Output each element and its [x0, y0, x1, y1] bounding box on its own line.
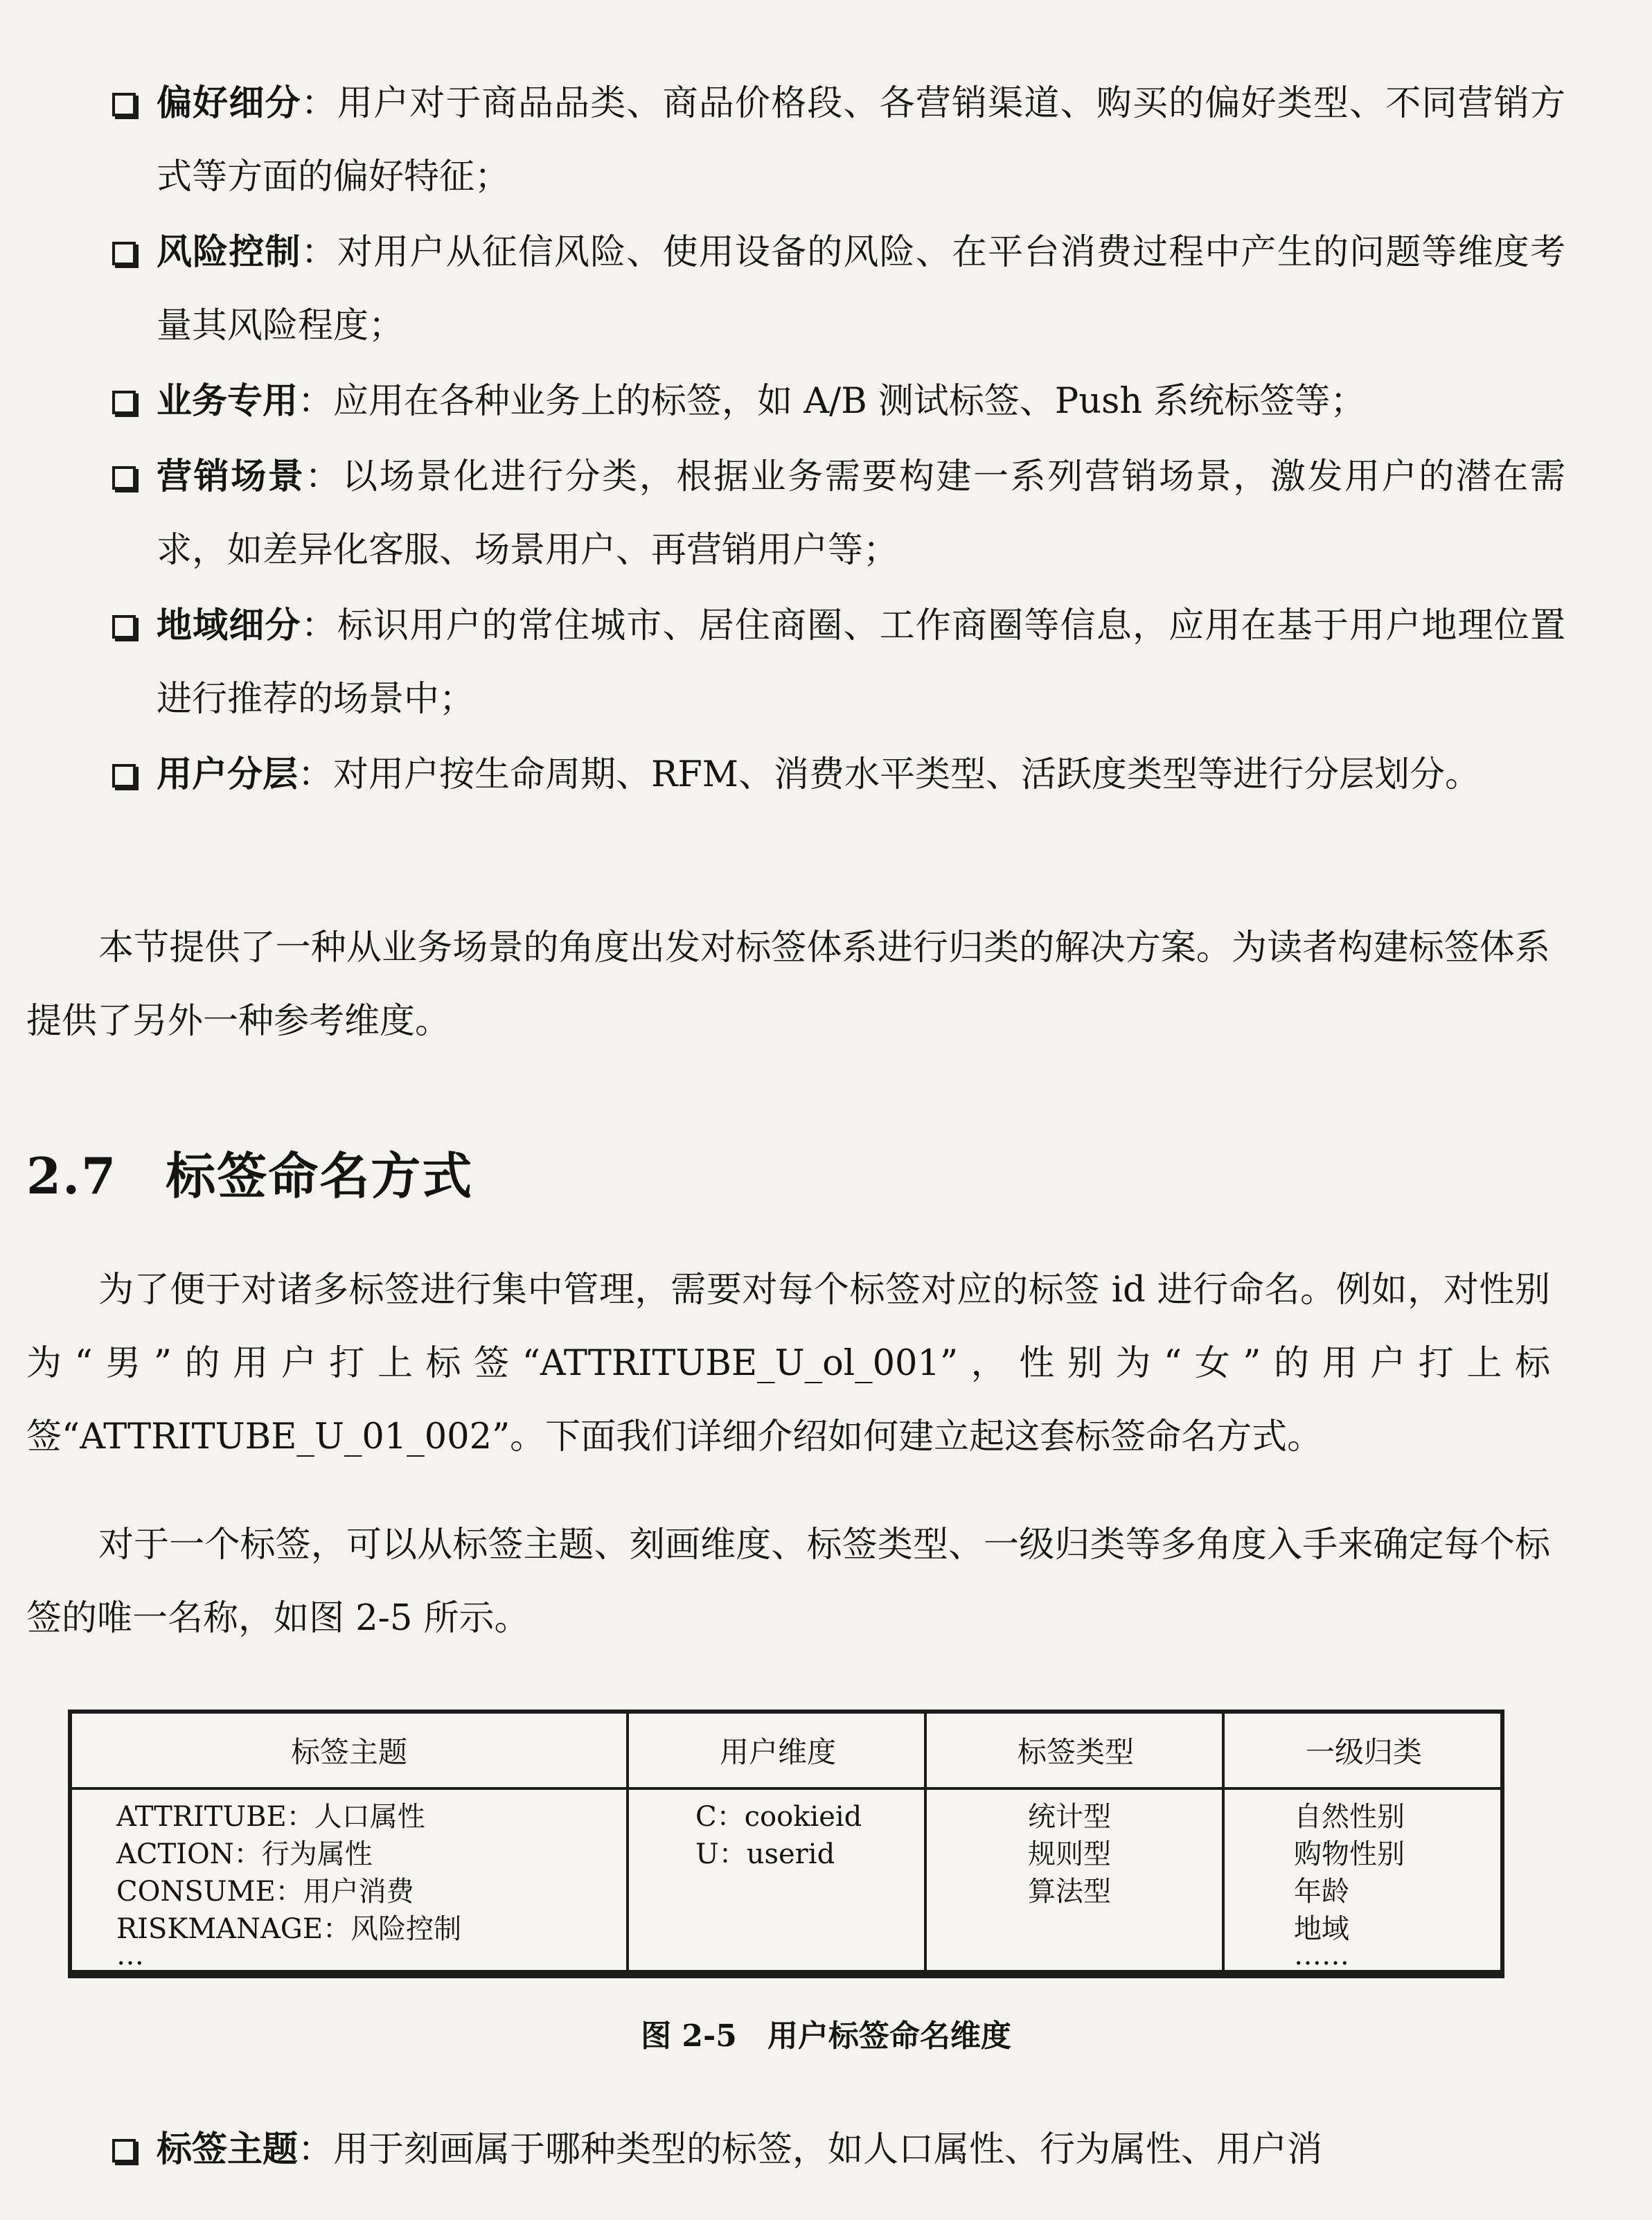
- section-number: 2.7: [26, 1146, 118, 1205]
- bullet-item: 业务专用：应用在各种业务上的标签，如 A/B 测试标签、Push 系统标签等；: [97, 364, 1565, 438]
- figure-item: 统计型: [1028, 1801, 1111, 1833]
- bullet-item: 营销场景：以场景化进行分类，根据业务需要构建一系列营销场景，激发用户的潜在需求，如差异化客服、场景用户、再营销用户等；: [97, 440, 1565, 587]
- figure-item: …: [116, 1939, 144, 1971]
- figure-item: U：userid: [695, 1838, 835, 1870]
- figure-item: CONSUME：用户消费: [116, 1876, 414, 1908]
- naming-dimensions-figure: [68, 1710, 1504, 1974]
- figure-header: 一级归类: [1225, 1714, 1503, 1790]
- figure-item: 算法型: [1028, 1876, 1111, 1908]
- section-title: 标签命名方式: [166, 1146, 474, 1205]
- figure-item: C：cookieid: [695, 1801, 862, 1833]
- figure-column-user: [626, 1714, 927, 1970]
- naming-paragraph: 为了便于对诸多标签进行集中管理，需要对每个标签对应的标签 id 进行命名。例如，对性别为“男”的用户打上标签“ATTRITUBE_U_ol_001”，性别为“女”的用户打上标签“ATTRITUBE_U_01_002”。下面我们详细介绍如何建立起这套标签命名方式。: [26, 1270, 1550, 1457]
- figure-item: RISKMANAGE：风险控制: [116, 1913, 462, 1945]
- figure-item: 年龄: [1294, 1876, 1349, 1908]
- figure-caption: 图 2-5 用户标签命名维度: [641, 2018, 1011, 2054]
- figure-item: 规则型: [1028, 1838, 1111, 1870]
- bullet-item: 用户分层：对用户按生命周期、RFM、消费水平类型、活跃度类型等进行分层划分。: [97, 738, 1565, 812]
- figure-header: 标签主题: [72, 1714, 626, 1790]
- section-heading: [26, 1136, 473, 1208]
- summary-paragraph: 本节提供了一种从业务场景的角度出发对标签体系进行归类的解决方案。为读者构建标签体系提供了另外一种参考维度。: [26, 927, 1550, 1042]
- figure-item: ACTION：行为属性: [116, 1838, 373, 1870]
- figure-item: 购物性别: [1294, 1838, 1405, 1870]
- checkbox-bullet-icon: [112, 93, 136, 116]
- figure-header: 标签类型: [927, 1714, 1225, 1790]
- dimensions-paragraph: 对于一个标签，可以从标签主题、刻画维度、标签类型、一级归类等多角度入手来确定每个标签的唯一名称，如图 2-5 所示。: [26, 1525, 1550, 1639]
- checkbox-bullet-icon: [112, 242, 136, 265]
- figure-item: ATTRITUBE：人口属性: [116, 1801, 425, 1833]
- figure-column-type: [924, 1714, 1225, 1970]
- figure-item: 自然性别: [1294, 1801, 1405, 1833]
- figure-item: 地域: [1294, 1913, 1349, 1945]
- bullet-item: 偏好细分：用户对于商品品类、商品价格段、各营销渠道、购买的偏好类型、不同营销方式等方面的偏好特征；: [97, 66, 1565, 214]
- figure-header: 用户维度: [629, 1714, 927, 1790]
- bullet-item: 标签主题：用于刻画属于哪种类型的标签，如人口属性、行为属性、用户消: [97, 2113, 1565, 2187]
- figure-column-category: [1222, 1714, 1503, 1970]
- category-bullet-list: [97, 66, 1565, 812]
- figure-column-theme: [72, 1714, 626, 1970]
- bottom-bullet-list: [97, 2113, 1565, 2187]
- checkbox-bullet-icon: [112, 615, 136, 639]
- bullet-item: 风险控制：对用户从征信风险、使用设备的风险、在平台消费过程中产生的问题等维度考量其风险程度；: [97, 215, 1565, 363]
- checkbox-bullet-icon: [112, 764, 136, 788]
- bullet-item: 地域细分：标识用户的常住城市、居住商圈、工作商圈等信息，应用在基于用户地理位置进行推荐的场景中；: [97, 589, 1565, 736]
- checkbox-bullet-icon: [112, 466, 136, 490]
- figure-item: ……: [1294, 1939, 1349, 1971]
- checkbox-bullet-icon: [112, 2139, 136, 2163]
- checkbox-bullet-icon: [112, 391, 136, 414]
